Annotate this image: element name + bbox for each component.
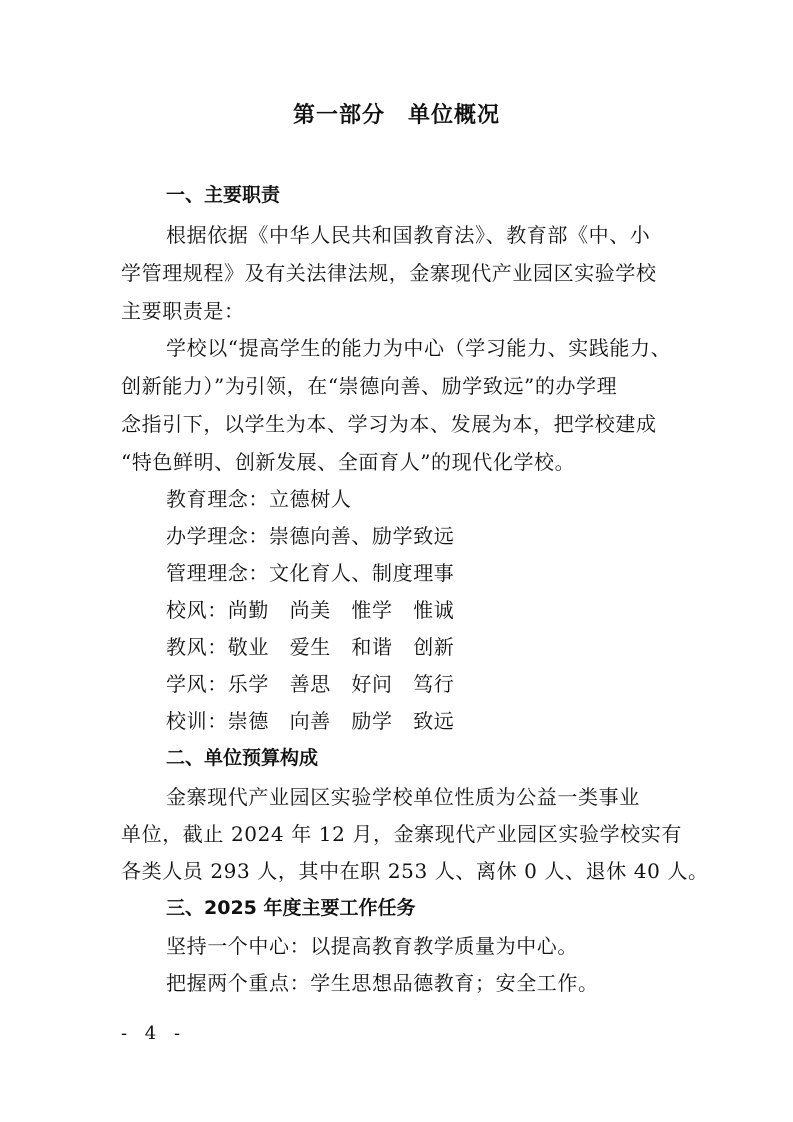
paragraph-line: 主要职责是：: [121, 299, 245, 323]
list-item: 坚持一个中心：以提高教育教学质量为中心。: [166, 934, 578, 958]
list-item: 管理理念：文化育人、制度理事: [166, 561, 455, 585]
list-item: 把握两个重点：学生思想品德教育；安全工作。: [166, 971, 599, 995]
paragraph-line: 根据依据《中华人民共和国教育法》、教育部《中、小: [166, 223, 651, 247]
paragraph-line: 各类人员 293 人，其中在职 253 人、离休 0 人、退休 40 人。: [121, 859, 709, 883]
section-1-heading: 一、主要职责: [166, 184, 281, 206]
page-number: - 4 -: [121, 1023, 187, 1044]
section-2-heading: 二、单位预算构成: [166, 747, 319, 769]
paragraph-line: 单位，截止 2024 年 12 月，金寨现代产业园区实验学校实有: [121, 822, 682, 846]
paragraph-line: 学校以“提高学生的能力为中心（学习能力、实践能力、: [166, 336, 672, 360]
list-item: 教风：敬业 爱生 和谐 创新: [166, 635, 455, 659]
paragraph-line: 念指引下，以学生为本、学习为本、发展为本，把学校建成: [121, 412, 657, 436]
list-item: 办学理念：崇德向善、励学致远: [166, 524, 455, 548]
paragraph-line: 创新能力）”为引领，在“崇德向善、励学致远”的办学理: [121, 374, 618, 398]
paragraph-line: 学管理规程》及有关法律法规，金寨现代产业园区实验学校: [121, 261, 657, 285]
paragraph-line: “特色鲜明、创新发展、全面育人”的现代化学校。: [121, 450, 576, 474]
section-3-heading: 三、2025 年度主要工作任务: [166, 897, 416, 919]
paragraph-line: 金寨现代产业园区实验学校单位性质为公益一类事业: [166, 785, 640, 809]
list-item: 教育理念：立德树人: [166, 487, 352, 511]
list-item: 校风：尚勤 尚美 惟学 惟诚: [166, 598, 455, 622]
list-item: 校训：崇德 向善 励学 致远: [166, 709, 455, 733]
page-title: 第一部分 单位概况: [292, 103, 500, 128]
list-item: 学风：乐学 善思 好问 笃行: [166, 672, 455, 696]
